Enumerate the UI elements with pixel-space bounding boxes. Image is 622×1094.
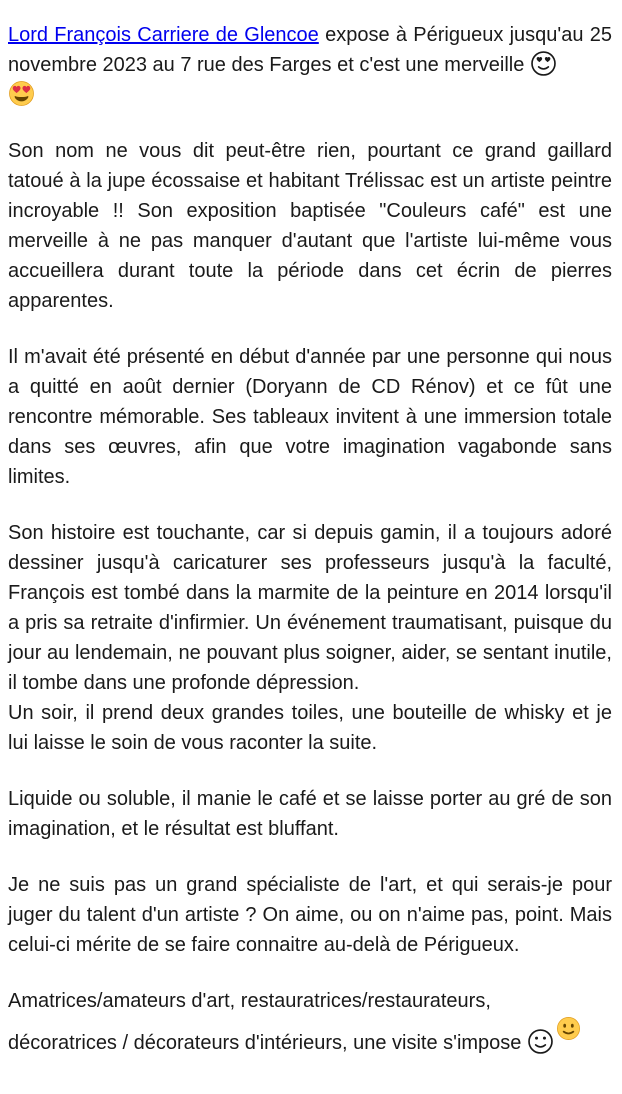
smiley-outline-icon	[527, 1028, 554, 1055]
intro-text: expose à Périgueux jusqu'au 25 novembre 2023 au 7 rue des Farges et c'est une merveille	[8, 24, 612, 76]
paragraph-meeting: Il m'avait été présenté en début d'année par une personne qui nous a quitté en août dernier (Doryann de CD Rénov) et ce fût une rencontre mémorable. Ses tableaux invitent à une immersion totale dans ses œuvres, afin que votre imagination vagabonde sans limites.	[8, 346, 612, 488]
heart-eyes-emoji-icon	[8, 80, 35, 107]
outro-paragraph	[8, 986, 612, 1058]
paragraph-history: Son histoire est touchante, car si depuis gamin, il a toujours adoré dessiner jusqu'à caricaturer ses professeurs jusqu'à la faculté, François est tombé dans la marmite de la peinture en 2014 lorsqu'il a pris sa retraite d'infirmier. Un événement traumatisant, puisque du jour au lendemain, ne pouvant plus soigner, aider, se sentant inutile, il tombe dans une profonde dépression.	[8, 522, 612, 694]
smiley-heart-eyes-outline-icon	[530, 50, 557, 77]
paragraph-artist-description: Son nom ne vous dit peut-être rien, pourtant ce grand gaillard tatoué à la jupe écossaise et habitant Trélissac est un artiste peintre incroyable !! Son exposition baptisée "Couleurs café" est une merveille à ne pas manquer d'autant que l'artiste lui-même vous accueillera durant toute la période dans cet écrin de pierres apparentes.	[8, 140, 612, 312]
paragraph-coffee: Liquide ou soluble, il manie le café et se laisse porter au gré de son imagination, et le résultat est bluffant.	[8, 788, 612, 840]
paragraph-opinion: Je ne suis pas un grand spécialiste de l'art, et qui serais-je pour juger du talent d'un artiste ? On aime, ou on n'aime pas, point. Mais celui-ci mérite de se faire connaitre au-delà de Périgueux.	[8, 874, 612, 956]
outro-line1: Amatrices/amateurs d'art, restauratrices/restaurateurs,	[8, 990, 491, 1012]
outro-line2: décoratrices / décorateurs d'intérieurs, une visite s'impose	[8, 1032, 522, 1054]
smiley-emoji-icon	[556, 1016, 581, 1041]
artist-link[interactable]: Lord François Carriere de Glencoe	[8, 24, 319, 46]
paragraph-evening: Un soir, il prend deux grandes toiles, une bouteille de whisky et je lui laisse le soin de vous raconter la suite.	[8, 702, 612, 754]
intro-paragraph	[8, 20, 612, 110]
